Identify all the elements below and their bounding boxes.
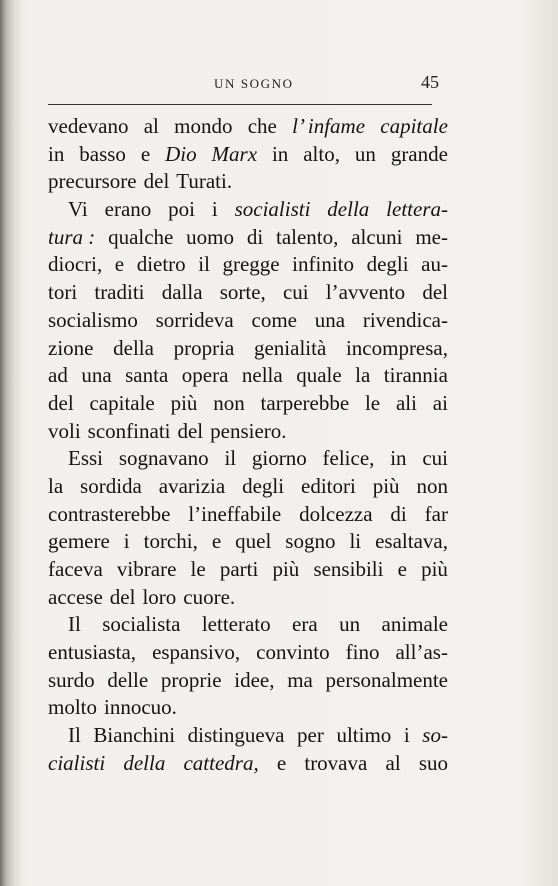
word: tirannia [383,363,448,388]
word: più [372,473,400,498]
text-line [48,279,448,307]
word: e [140,141,151,166]
text-line [48,667,448,695]
word: gemere [48,529,110,554]
word: nella [241,363,283,388]
word: e [397,557,407,581]
word: una [81,363,112,388]
word: espansivo, [152,640,241,665]
word: au- [421,252,448,277]
word: un [354,141,376,166]
word: erano [104,197,152,222]
text-line [48,750,448,778]
word: innocuo. [104,695,177,720]
word: Essi [68,446,104,471]
word: letterato [201,612,271,637]
word: so- [422,723,448,748]
word: più [272,557,300,581]
word: non [416,473,448,498]
word: del [143,169,170,194]
word: come [251,307,297,332]
word: gregge [222,252,280,277]
text-line [48,639,448,667]
word: e [276,750,287,775]
word: precursore [48,169,137,194]
word: e [211,529,222,554]
word: molto [48,695,98,720]
text-line [48,722,448,750]
word: cuore. [183,584,236,609]
word: della [327,197,370,222]
text-line [48,584,448,612]
word: genialità [253,335,327,360]
word: ali [395,390,417,415]
word: capitale [380,114,448,138]
page-binding-shadow [0,0,22,886]
word: esaltava, [375,529,448,554]
word: traditi [94,280,145,305]
word: del [109,584,136,609]
word: Vi [68,197,88,222]
word: delle [107,667,149,692]
word: avarizia [158,473,226,498]
word: felice, [322,446,375,471]
word: degli [366,252,409,277]
word: una [314,307,346,332]
word: giorno [251,446,307,471]
word: pensiero. [210,418,287,443]
word: torchi, [143,529,198,554]
word: ai [432,390,448,415]
word: opera [181,363,229,388]
word: di [390,501,407,526]
word: grande [390,141,448,166]
word: al [143,114,159,138]
word: che [247,114,277,138]
word: al [385,750,401,775]
word: l’ineffabile [188,501,282,526]
word: sogno [285,529,336,554]
word: sordida [80,473,142,498]
word: il [224,446,237,471]
text-line [48,362,448,390]
body-text [48,113,448,778]
word: accese [48,584,103,609]
word: tori [48,280,78,305]
word: zione [48,335,94,360]
word: del [422,280,448,305]
word: ma [287,667,313,692]
word: Il [68,612,81,637]
word: sorte, [219,280,266,305]
word: le [364,390,381,415]
word: vedevano [48,114,129,138]
word: santa [125,363,169,388]
header-rule [48,104,432,105]
word: voli [48,418,81,443]
word: parti [219,557,259,581]
word: me- [415,224,448,249]
word: le [190,557,206,581]
text-line [48,307,448,335]
word: era [292,612,318,637]
word: cialisti [48,750,106,775]
page-number: 45 [421,72,439,92]
text-line [48,445,448,473]
text-line [48,501,448,529]
word: personalmente [325,667,448,692]
word: degli [242,473,285,498]
word: fino [345,640,380,665]
word: della [123,750,166,775]
text-line [48,528,448,556]
word: dalla [161,280,203,305]
word: capitale [89,390,155,415]
text-line [48,473,448,501]
word: Dio [165,141,197,166]
word: infinito [292,252,355,277]
word: idee, [234,667,275,692]
word: in [390,446,407,471]
word: quel [235,529,272,554]
word: dietro [136,252,186,277]
text-line [48,556,448,584]
word: Bianchini [93,723,176,748]
word: talento, [275,224,339,249]
text-line [48,168,448,196]
word: animale [381,612,448,637]
word: uomo [186,224,235,249]
word: faceva [48,557,103,581]
text-line [48,141,448,169]
word: propria [173,335,235,360]
word: i [211,197,218,222]
text-line [48,113,448,141]
word: trovava [304,750,368,775]
text-line [48,224,448,252]
word: in [271,141,289,166]
word: mondo [174,114,233,138]
word: sorrideva [155,307,234,332]
word: tarperebbe [260,390,350,415]
word: li [349,529,362,554]
text-line [48,418,448,446]
word: proprie [160,667,222,692]
word: alcuni [351,224,403,249]
word: entusiasta, [48,640,137,665]
word: cui [422,446,448,471]
word: lettera- [386,197,448,222]
word: vibrare [116,557,177,581]
word: i [123,529,130,554]
word: qualche [108,224,174,249]
word: socialista [102,612,181,637]
word: sensibili [313,557,384,581]
text-line [48,251,448,279]
page-header [0,70,558,100]
word: socialismo [48,307,138,332]
word: non [213,390,245,415]
word: la [355,363,371,388]
word: l’ infame [292,114,366,138]
text-line [48,196,448,224]
word: l’avvento [325,280,406,305]
word: rivendica- [362,307,448,332]
word: del [177,418,204,443]
running-title: UN SOGNO [214,76,294,91]
word: dolcezza [299,501,373,526]
word: socialisti [234,197,311,222]
word: del [48,390,74,415]
word: e [114,252,125,277]
word: ultimo [336,723,392,748]
word: in [48,141,65,166]
word: editori [301,473,356,498]
word: cattedra, [183,750,259,775]
word: Marx [211,141,258,166]
word: della [113,335,154,360]
word: più [170,390,198,415]
word: tura : [48,224,96,249]
word: loro [142,584,177,609]
word: un [339,612,361,637]
word: convinto [256,640,330,665]
text-line [48,390,448,418]
word: incompresa, [345,335,448,360]
word: suo [418,750,448,775]
word: basso [79,141,126,166]
word: più [421,557,448,581]
word: sconfinati [87,418,171,443]
word: il [198,252,210,277]
text-line [48,335,448,363]
word: contrasterebbe [48,501,171,526]
word: far [424,501,448,526]
word: cui [282,280,309,305]
word: Turati. [176,169,233,194]
word: ad [48,363,68,388]
word: per [297,723,324,748]
word: di [246,224,264,249]
word: la [48,473,64,498]
word: diocri, [48,252,103,277]
word: Il [68,723,81,748]
text-line [48,694,448,722]
text-line [48,611,448,639]
word: alto, [303,141,340,166]
word: surdo [48,667,95,692]
word: quale [296,363,342,388]
word: distingueva [187,723,285,748]
word: sognavano [118,446,209,471]
word: poi [168,197,195,222]
word: all’as- [395,640,448,665]
word: i [403,723,410,748]
